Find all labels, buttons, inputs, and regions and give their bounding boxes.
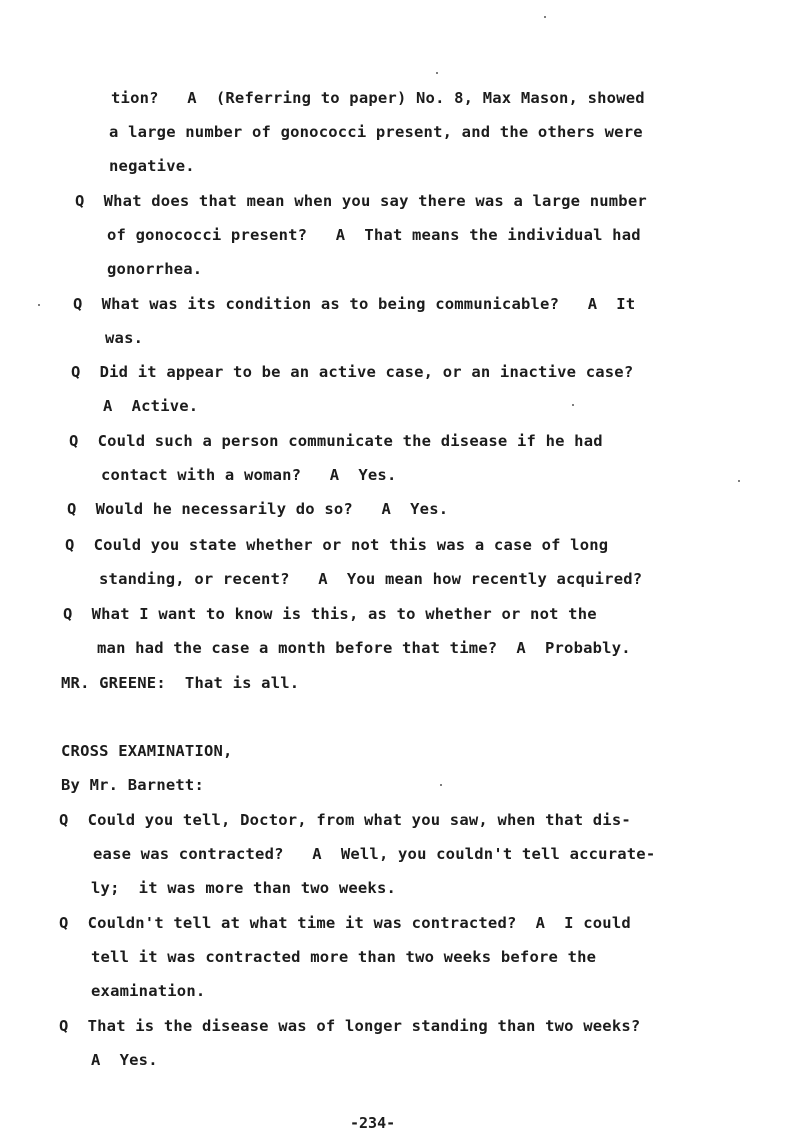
text-line: tion? A (Referring to paper) No. 8, Max Mason, showed: [111, 89, 645, 107]
text-line: gonorrhea.: [107, 260, 203, 278]
scan-speck: [572, 404, 574, 406]
text-line: contact with a woman? A Yes.: [101, 466, 397, 484]
text-line: man had the case a month before that time? A Probably.: [97, 639, 631, 657]
text-line: Q What I want to know is this, as to whether or not the: [63, 605, 597, 623]
text-line: Q What does that mean when you say there was a large number: [75, 192, 647, 210]
text-line: Q Did it appear to be an active case, or an inactive case?: [71, 363, 634, 381]
text-line: Q What was its condition as to being communicable? A It: [73, 295, 636, 313]
page-number: -234-: [350, 1114, 396, 1132]
section-heading: CROSS EXAMINATION,: [61, 742, 233, 760]
text-line: Q Could you state whether or not this was a case of long: [65, 536, 609, 554]
text-line: standing, or recent? A You mean how recently acquired?: [99, 570, 643, 588]
text-line: A Active.: [103, 397, 199, 415]
text-line: ease was contracted? A Well, you couldn't tell accurate-: [93, 845, 656, 863]
text-line: negative.: [109, 157, 195, 175]
text-line: By Mr. Barnett:: [61, 776, 204, 794]
text-line: Q Could you tell, Doctor, from what you saw, when that dis-: [59, 811, 631, 829]
text-line: MR. GREENE: That is all.: [61, 674, 300, 692]
text-line: examination.: [91, 982, 206, 1000]
text-line: A Yes.: [91, 1051, 158, 1069]
text-line: Q Would he necessarily do so? A Yes.: [67, 500, 449, 518]
text-line: of gonococci present? A That means the individual had: [107, 226, 641, 244]
text-line: Q That is the disease was of longer standing than two weeks?: [59, 1017, 641, 1035]
text-line: was.: [105, 329, 144, 347]
text-line: Q Could such a person communicate the disease if he had: [69, 432, 603, 450]
scan-speck: [544, 16, 546, 18]
scan-speck: [38, 304, 40, 306]
scan-speck: [440, 784, 442, 786]
text-line: Q Couldn't tell at what time it was contracted? A I could: [59, 914, 631, 932]
text-line: a large number of gonococci present, and the others were: [109, 123, 643, 141]
scan-speck: [738, 480, 740, 482]
text-line: ly; it was more than two weeks.: [91, 879, 397, 897]
text-line: tell it was contracted more than two weeks before the: [91, 948, 597, 966]
scan-speck: [436, 72, 438, 74]
